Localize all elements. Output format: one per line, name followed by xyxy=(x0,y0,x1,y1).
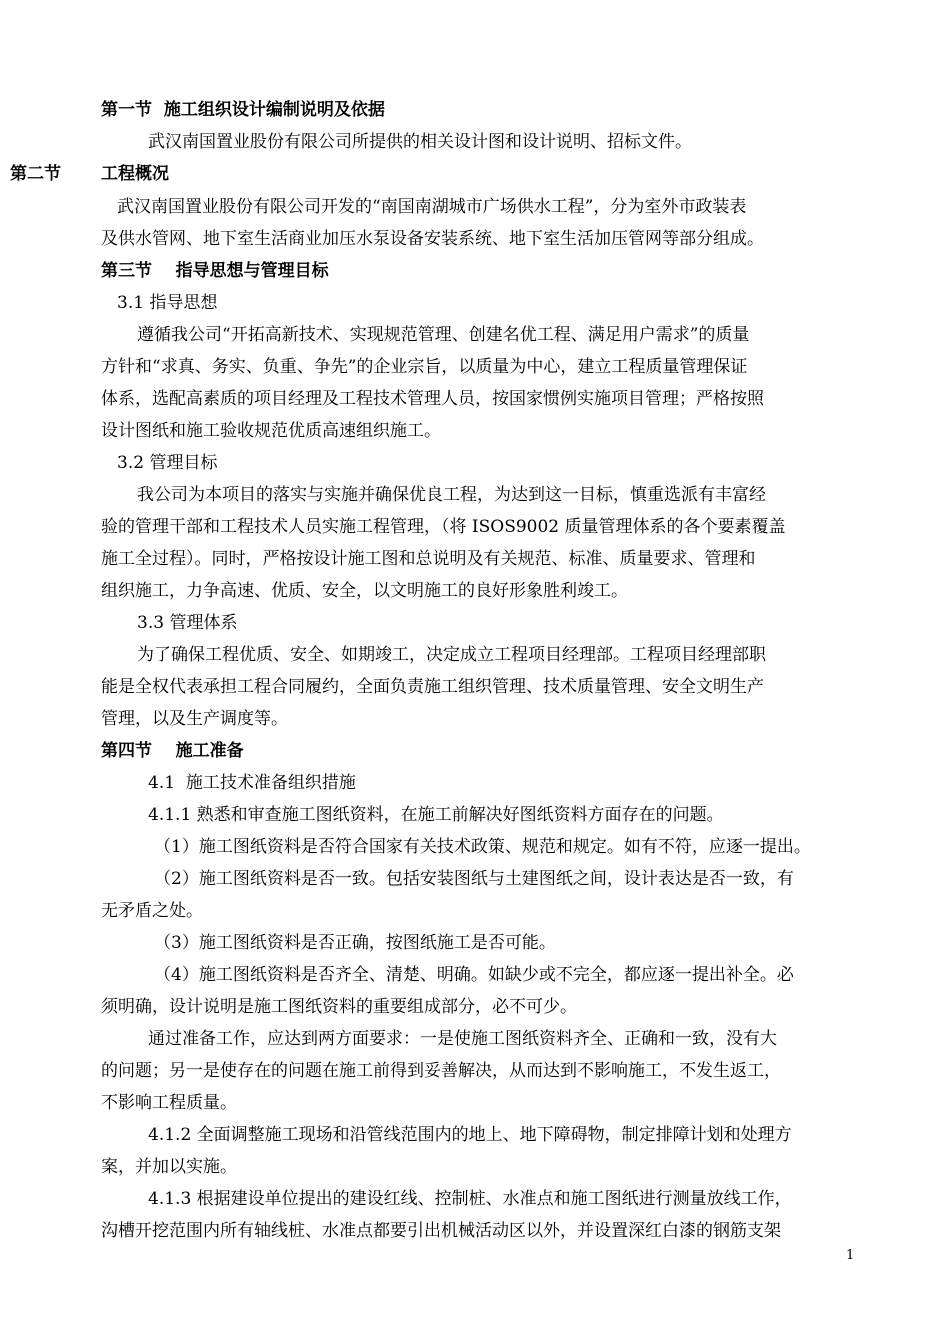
subsection-3-2-line: 施工全过程）。同时，严格按设计施工图和总说明及有关规范、标准、质量要求、管理和 xyxy=(101,549,756,569)
section-2-number: 第二节 xyxy=(10,164,61,184)
subsection-4-1-title: 4.1 施工技术准备组织措施 xyxy=(148,773,356,793)
section-2-text-line: 及供水管网、地下室生活商业加压水泵设备安装系统、地下室生活加压管网等部分组成。 xyxy=(101,229,764,249)
subsection-3-1-line: 设计图纸和施工验收规范优质高速组织施工。 xyxy=(101,421,441,441)
section-4-heading: 第四节 施工准备 xyxy=(101,741,244,761)
section-1-heading: 第一节 施工组织设计编制说明及依据 xyxy=(101,100,385,120)
subsection-3-1-line: 体系，选配高素质的项目经理及工程技术管理人员，按国家惯例实施项目管理；严格按照 xyxy=(101,389,764,409)
summary-line: 的问题；另一是使存在的问题在施工前得到妥善解决，从而达到不影响施工，不发生返工， xyxy=(101,1061,781,1081)
subsection-3-2-line: 我公司为本项目的落实与实施并确保优良工程，为达到这一目标，慎重选派有丰富经 xyxy=(137,485,766,505)
subsection-4-1-3-line: 4.1.3 根据建设单位提出的建设红线、控制桩、水准点和施工图纸进行测量放线工作， xyxy=(148,1189,792,1209)
subsection-3-1-line: 遵循我公司“开拓高新技术、实现规范管理、创建名优工程、满足用户需求”的质量 xyxy=(137,325,750,345)
subsection-3-3-line: 能是全权代表承担工程合同履约，全面负责施工组织管理、技术质量管理、安全文明生产 xyxy=(101,677,764,697)
subsection-4-1-2-line: 4.1.2 全面调整施工现场和沿管线范围内的地上、地下障碍物，制定排障计划和处理方 xyxy=(148,1125,792,1145)
page-number: 1 xyxy=(846,1248,855,1263)
subsection-4-1-2-line: 案，并加以实施。 xyxy=(101,1157,237,1177)
subsection-3-3-title: 3.3 管理体系 xyxy=(137,613,238,633)
subsection-3-3-line: 为了确保工程优质、安全、如期竣工，决定成立工程项目经理部。工程项目经理部职 xyxy=(137,645,766,665)
list-item-line: （4）施工图纸资料是否齐全、清楚、明确。如缺少或不完全，都应逐一提出补全。必 xyxy=(154,965,794,985)
list-item-line: （2）施工图纸资料是否一致。包括安装图纸与土建图纸之间，设计表达是否一致，有 xyxy=(154,869,794,889)
subsection-4-1-3-line: 沟槽开挖范围内所有轴线桩、水准点都要引出机械活动区以外，并设置深红白漆的钢筋支架 xyxy=(101,1221,781,1241)
summary-line: 不影响工程质量。 xyxy=(101,1093,237,1113)
subsection-3-2-title: 3.2 管理目标 xyxy=(117,453,218,473)
subsection-3-3-line: 管理，以及生产调度等。 xyxy=(101,709,288,729)
summary-line: 通过准备工作，应达到两方面要求：一是使施工图纸资料齐全、正确和一致，没有大 xyxy=(148,1029,777,1049)
section-2-text-line: 武汉南国置业股份有限公司开发的“南国南湖城市广场供水工程”，分为室外市政装表 xyxy=(117,197,747,217)
section-1-text: 武汉南国置业股份有限公司所提供的相关设计图和设计说明、招标文件。 xyxy=(148,132,692,152)
list-item-line: （3）施工图纸资料是否正确，按图纸施工是否可能。 xyxy=(154,933,556,953)
list-item-line: 无矛盾之处。 xyxy=(101,901,203,921)
section-2-title: 工程概况 xyxy=(101,164,169,184)
list-item-line: （1）施工图纸资料是否符合国家有关技术政策、规范和规定。如有不符，应逐一提出。 xyxy=(154,837,811,857)
subsection-3-1-title: 3.1 指导思想 xyxy=(117,293,218,313)
list-item-line: 须明确，设计说明是施工图纸资料的重要组成部分，必不可少。 xyxy=(101,997,577,1017)
subsection-3-2-line: 验的管理干部和工程技术人员实施工程管理，（将 ISOS9002 质量管理体系的各个要素覆盖 xyxy=(101,517,786,537)
section-3-heading: 第三节 指导思想与管理目标 xyxy=(101,261,329,281)
subsection-3-1-line: 方针和“求真、务实、负重、争先”的企业宗旨，以质量为中心，建立工程质量管理保证 xyxy=(101,357,748,377)
subsection-4-1-1-text: 4.1.1 熟悉和审查施工图纸资料，在施工前解决好图纸资料方面存在的问题。 xyxy=(148,805,724,825)
subsection-3-2-line: 组织施工，力争高速、优质、安全，以文明施工的良好形象胜利竣工。 xyxy=(101,581,628,601)
